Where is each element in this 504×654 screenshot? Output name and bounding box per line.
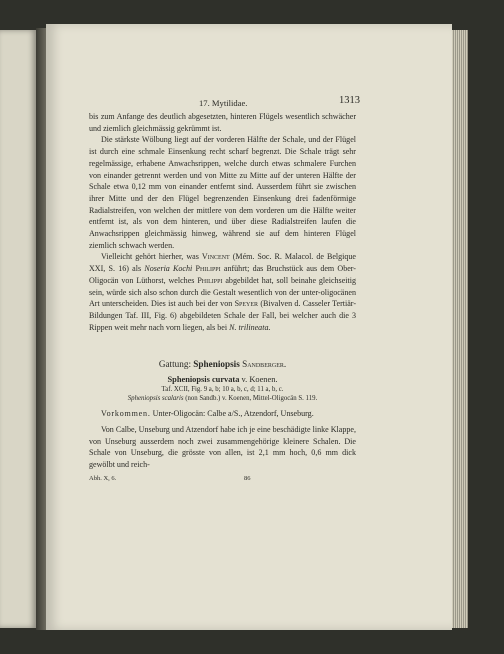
p3-text-e: (Bivalven d. Casseler Tertiär-Bildungen Taf. III, Fig. 6) abgebildeten Schale der Fall, bei welcher auch die 3 Rippen weit mehr nach vorn liegen, als bei: [89, 299, 357, 332]
section-title: 17. Mytilidae.: [199, 98, 248, 108]
page-stack-edges: [452, 30, 468, 628]
footer-journal: Abh. X, 6.: [89, 474, 117, 482]
left-page-edge: [0, 30, 36, 628]
author-philippi-1: Philippi: [195, 264, 221, 274]
page-number: 1313: [339, 95, 360, 106]
occurrence-text: Unter-Oligocän: Calbe a/S., Atzendorf, Unseburg.: [152, 409, 314, 419]
page-footer: [89, 475, 356, 487]
species-author: v. Koenen.: [241, 375, 278, 385]
author-speyer: Speyer: [234, 299, 259, 309]
footer-signature: 86: [244, 474, 251, 482]
author-vincent: Vincent: [201, 252, 230, 262]
species-name: Spheniopsis curvata: [167, 375, 240, 385]
p3-text-a: Vielleicht gehört hierher, was: [101, 252, 199, 262]
paragraph-3: [89, 251, 356, 333]
book-gutter: [36, 28, 46, 630]
synonym-reference: (non Sandb.) v. Koenen, Mittel-Oligocän S. 119.: [185, 395, 318, 403]
running-header: [89, 95, 360, 111]
genus-name: Spheniopsis: [193, 359, 240, 370]
synonym-name: Spheniopsis scalaris: [127, 395, 184, 403]
taxon-noseria-kochi: Noseria Kochi: [144, 264, 193, 274]
species-heading: [89, 375, 356, 384]
genus-author: Sandberger.: [242, 359, 287, 370]
genus-label: Gattung:: [158, 359, 191, 370]
p3-text-d: abgebildet hat, soll beinahe gleichseitig sein, würde sich also schon durch die Gestalt wesentlich von der unter-oligocänen Art unterscheiden. Dies ist auch bei der von: [89, 275, 356, 309]
p3-text-c: anführt; das Bruchstück aus dem Ober-Oligocän von Lüthorst, welches: [89, 264, 356, 285]
book-page: [46, 24, 452, 630]
genus-heading: [89, 359, 356, 369]
p3-text-b: (Mém. Soc. R. Malacol. de Belgique XXI, S. 16) als: [89, 252, 357, 274]
paragraph-2: Die stärkste Wölbung liegt auf der vorderen Hälfte der Schale, und der Flügel ist durch eine schmale Einsenkung recht scharf begrenzt. Die Schale trägt sehr regelmässige, erhabene Anwachsrippen, welche durch etwas schmalere Furchen von einander getrennt werden und von Mitte zu Mitte auf der unteren Hälfte der Schale etwa 0,12 mm von einander entfernt sind. Ausserdem führt sie zwischen ihrer Mitte und der den Flügel begrenzenden Einsenkung drei fadenförmige Radialstreifen, von welchen der mittlere von dem vorderen um die Hälfte weiter entfernt ist, als von dem hinteren, und über diese Radialstreifen laufen die Anwachsrippen gleichmässig hinweg, während sie auf dem hinteren Flügel ziemlich schwach werden.: [89, 135, 356, 250]
plate-reference: Taf. XCII, Fig. 9 a, b; 10 a, b, c, d; 11 a, b, c.: [161, 386, 284, 394]
occurrence-label: Vorkommen.: [101, 409, 151, 419]
synonymy-line: [89, 395, 356, 402]
paragraph-4: Von Calbe, Unseburg und Atzendorf habe ich je eine beschädigte linke Klappe, von Unseburg ausserdem noch zwei zusammengehörige kleinere Schalen. Die Schale von Unseburg, die grösste von allen, ist 2,1 mm hoch, 0,6 mm dick gewölbt und reich-: [89, 425, 356, 470]
taxon-trilineata: N. trilineata.: [229, 322, 271, 332]
paragraph-1: bis zum Anfange des deutlich abgesetzten, hinteren Flügels wesentlich schwächer und ziemlich gleichmässig gekrümmt ist.: [89, 112, 356, 133]
author-philippi-2: Philippi: [197, 275, 223, 285]
page-content: [89, 95, 360, 487]
occurrence-line: [89, 408, 356, 420]
